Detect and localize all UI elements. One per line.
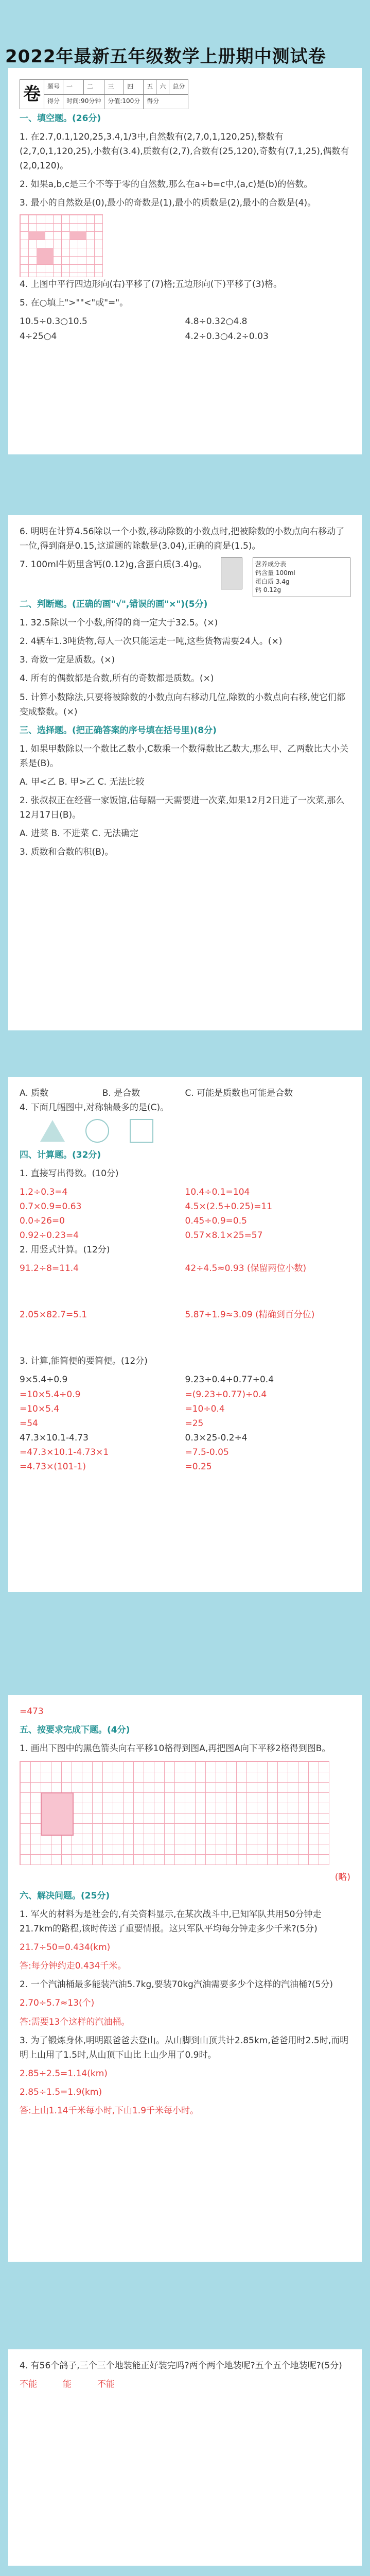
nutrition-line: 蛋白质 3.4g [255, 578, 290, 585]
calc: =7.5-0.05 [185, 1447, 229, 1458]
tt-c4: 四 [124, 80, 144, 95]
calc: 9×5.4÷0.9 [20, 1375, 68, 1385]
judge-item: 2. 4辆车1.3吨货物,每人一次只能运走一吨,这些货物需要24人。(×) [20, 636, 283, 647]
judge-item: 5. 计算小数除法,只要将被除数的小数点向右移动几位,除数的小数点向右移,使它们都变成整数。(×) [20, 692, 345, 717]
judge-item: 4. 所有的偶数都是合数,所有的奇数都是质数。(×) [20, 673, 214, 684]
compare-row [20, 314, 350, 329]
tt-time: 时间:90分钟 [63, 94, 104, 109]
question: 4. 下面几幅图中,对称轴最多的是(C)。 [20, 1103, 169, 1113]
choice-item: A. 进菜 B. 不进菜 C. 无法确定 [20, 828, 139, 839]
problem: 1. 军火的材料为是社会的,有关资料显示,在某次战斗中,已知军队共用50分钟走21.7km的路程,该时传送了重要情报。这只军队平均每分钟走多少千米?(5分) [20, 1909, 322, 1935]
calc-row [20, 1372, 350, 1387]
square-icon [130, 1119, 153, 1143]
tt-c0: 题号 [44, 80, 63, 95]
answer: 2.85÷1.5=1.9(km) [20, 2087, 102, 2097]
question: 4. 上图中平行四边形向(右)平移了(7)格;五边形向(下)平移了(3)格。 [20, 279, 283, 290]
answer: 能 [63, 2379, 72, 2390]
grid-figure [20, 214, 350, 277]
shape-row [40, 1119, 350, 1143]
calc-row [20, 1199, 350, 1214]
calc: =(9.23+0.77)÷0.4 [185, 1389, 267, 1400]
answer: 答:每分钟约走0.434千米。 [20, 1961, 127, 1972]
calc: 0.92÷0.23=4 [20, 1230, 79, 1241]
calc: 91.2÷8=11.4 [20, 1263, 79, 1274]
calc: 1.2÷0.3=4 [20, 1187, 68, 1198]
card-2 [8, 515, 362, 1030]
calc: =25 [185, 1418, 204, 1429]
calc-row [20, 1387, 350, 1402]
tt-getscore: 得分 [144, 94, 188, 109]
answer: 答:需要13个这样的汽油桶。 [20, 2016, 130, 2027]
calc: 10.4÷0.1=104 [185, 1187, 250, 1198]
nutrition-line: 钙含量 100ml [255, 569, 295, 577]
subtitle: 3. 计算,能简便的要简便。(12分) [20, 1356, 148, 1367]
compare-item: 4.2÷0.3○4.2÷0.03 [185, 331, 269, 342]
omit-note: (略) [334, 1872, 350, 1883]
calc-row [20, 1308, 350, 1354]
calc: 9.23÷0.4+0.77÷0.4 [185, 1375, 274, 1385]
section-title: 五、按要求完成下题。(4分) [20, 1725, 130, 1736]
section-title: 六、解决问题。(25分) [20, 1891, 110, 1902]
answer: 21.7÷50=0.434(km) [20, 1942, 111, 1953]
option: B. 是合数 [102, 1088, 140, 1098]
tt-row2: 得分 [44, 94, 63, 109]
tt-c6: 六 [156, 80, 169, 95]
calc: 42÷4.5≈0.93 (保留两位小数) [185, 1263, 307, 1274]
tt-c5: 五 [144, 80, 156, 95]
answer: 答:上山1.14千米每小时,下山1.9千米每小时。 [20, 2105, 199, 2116]
calc-row [20, 1402, 350, 1416]
tt-c3: 三 [104, 80, 124, 95]
tt-c1: 一 [63, 80, 84, 95]
answer: 不能 [97, 2379, 115, 2390]
compare-item: 4÷25○4 [20, 331, 57, 342]
section-title: 四、计算题。(32分) [20, 1150, 101, 1161]
calc: 0.45÷0.9=0.5 [185, 1216, 247, 1227]
judge-item: 1. 32.5除以一个小数,所得的商一定大于32.5。(×) [20, 618, 218, 629]
card-4 [8, 1695, 362, 2262]
choice-item: 3. 质数和合数的积(B)。 [20, 846, 114, 857]
card-3 [8, 1077, 362, 1592]
calc: 0.3×25-0.2÷4 [185, 1432, 248, 1443]
calc-row [20, 1185, 350, 1199]
page-title: 2022年最新五年级数学上册期中测试卷 [5, 46, 326, 67]
question: 6. 明明在计算4.56除以一个小数,移动除数的小数点时,把被除数的小数点向右移动了一位,得到商是0.15,这道题的除数是(3.04),正确的商是(1.5)。 [20, 527, 345, 552]
tt-c7: 总分 [169, 80, 188, 95]
calc: =10×5.4 [20, 1403, 60, 1414]
calc: 2.05×82.7=5.1 [20, 1310, 87, 1320]
problem: 2. 一个汽油桶最多能装汽油5.7kg,要装70kg汽油需要多少个这样的汽油桶?(5分) [20, 1979, 333, 1990]
nutrition-box [253, 557, 350, 597]
calc: 4.5×(2.5+0.25)=11 [185, 1201, 273, 1212]
option: C. 可能是质数也可能是合数 [185, 1088, 293, 1098]
calc: 47.3×10.1-4.73 [20, 1432, 89, 1443]
calc: 0.57×8.1×25=57 [185, 1230, 263, 1241]
answer: 2.85÷2.5=1.14(km) [20, 2068, 108, 2079]
nutrition-title: 营养成分表 [255, 561, 287, 568]
question: 2. 如果a,b,c是三个不等于零的自然数,那么在a÷b=c中,(a,c)是(b)的倍数。 [20, 179, 313, 190]
arrow-shape [41, 1792, 74, 1836]
calc: =4.73×(101-1) [20, 1461, 86, 1472]
calc: =10×5.4÷0.9 [20, 1389, 81, 1400]
calc-row [20, 1214, 350, 1228]
calc: =47.3×10.1-4.73×1 [20, 1447, 109, 1458]
section-title: 三、选择题。(把正确答案的序号填在括号里)(8分) [20, 725, 217, 736]
translation-grid [20, 214, 103, 277]
question: 7. 100ml牛奶里含钙(0.12)g,含蛋白质(3.4)g。 [20, 560, 207, 570]
compare-item: 4.8÷0.32○4.8 [185, 316, 248, 327]
compare-row [20, 329, 350, 344]
card-1 [8, 68, 362, 454]
choice-item: 2. 张叔叔正在经营一家饭馆,估每隔一天需要进一次菜,如果12月2日进了一次菜,那么12月17日(B)。 [20, 795, 345, 820]
question: 3. 最小的自然数是(0),最小的奇数是(1),最小的质数是(2),最小的合数是(4)。 [20, 198, 316, 209]
compare-item: 10.5÷0.3○10.5 [20, 316, 87, 327]
section-title: 一、填空题。(26分) [20, 113, 101, 124]
title-banner [0, 0, 370, 67]
judge-item: 3. 奇数一定是质数。(×) [20, 655, 115, 666]
subtitle: 1. 直接写出得数。(10分) [20, 1168, 119, 1179]
answer: 不能 [20, 2379, 37, 2390]
answer-row [20, 2377, 350, 2392]
option: A. 质数 [20, 1088, 49, 1098]
question: 1. 在2.7,0.1,120,25,3.4,1/3中,自然数有(2,7,0,1,120,25),整数有(2,7,0,1,120,25),小数有(3.4),质数有(2,7),合数有(25,120),奇数有(7,1,25),偶数有(2,0,120)。 [20, 132, 349, 172]
answer: 2.70÷5.7≈13(个) [20, 1998, 95, 2009]
nutrition-line: 钙 0.12g [255, 586, 281, 594]
triangle-icon [40, 1120, 65, 1142]
question: 1. 画出下图中的黑色箭头向右平移10格得到图A,再把图A向下平移2格得到图B。 [20, 1743, 331, 1754]
calc: 0.0÷26=0 [20, 1216, 65, 1227]
calc-row [20, 1460, 350, 1474]
calc-row [20, 1261, 350, 1308]
tt-score: 分值:100分 [104, 94, 144, 109]
q7-row [20, 557, 350, 597]
eq: =473 [20, 1706, 44, 1717]
milk-icon [221, 557, 242, 589]
subtitle: 2. 用竖式计算。(12分) [20, 1245, 110, 1256]
calc-row [20, 1228, 350, 1243]
calc: =0.25 [185, 1461, 212, 1472]
section-title: 二、判断题。(正确的画"√",错误的画"×")(5分) [20, 599, 208, 610]
card-5 [8, 2349, 362, 2566]
circle-icon [85, 1119, 109, 1143]
arrow-grid [20, 1761, 329, 1865]
calc: =54 [20, 1418, 38, 1429]
options-row [20, 1086, 350, 1100]
problem: 3. 为了锻炼身体,明明跟爸爸去登山。从山脚到山顶共计2.85km,爸爸用时2.5时,而明明上山用了1.5时,从山顶下山比上山少用了0.9时。 [20, 2035, 349, 2060]
question: 5. 在○填上">""<"或"="。 [20, 298, 129, 309]
juan-char: 卷 [20, 80, 44, 109]
calc-row [20, 1416, 350, 1431]
calc-row [20, 1445, 350, 1460]
choice-item: 1. 如果甲数除以一个数比乙数小,C数乘一个数得数比乙数大,那么甲、乙两数比大小关系是(B)。 [20, 743, 349, 769]
calc-row [20, 1431, 350, 1445]
calc: 0.7×0.9=0.63 [20, 1201, 82, 1212]
score-table [20, 79, 188, 109]
choice-item: A. 甲<乙 B. 甲>乙 C. 无法比较 [20, 776, 145, 787]
calc: 5.87÷1.9≈3.09 (精确到百分位) [185, 1310, 315, 1320]
question: 4. 有56个鸽子,三个三个地装能正好装完吗?两个两个地装呢?五个五个地装呢?(5分) [20, 2361, 342, 2371]
tt-c2: 二 [84, 80, 104, 95]
calc: =10÷0.4 [185, 1403, 225, 1414]
